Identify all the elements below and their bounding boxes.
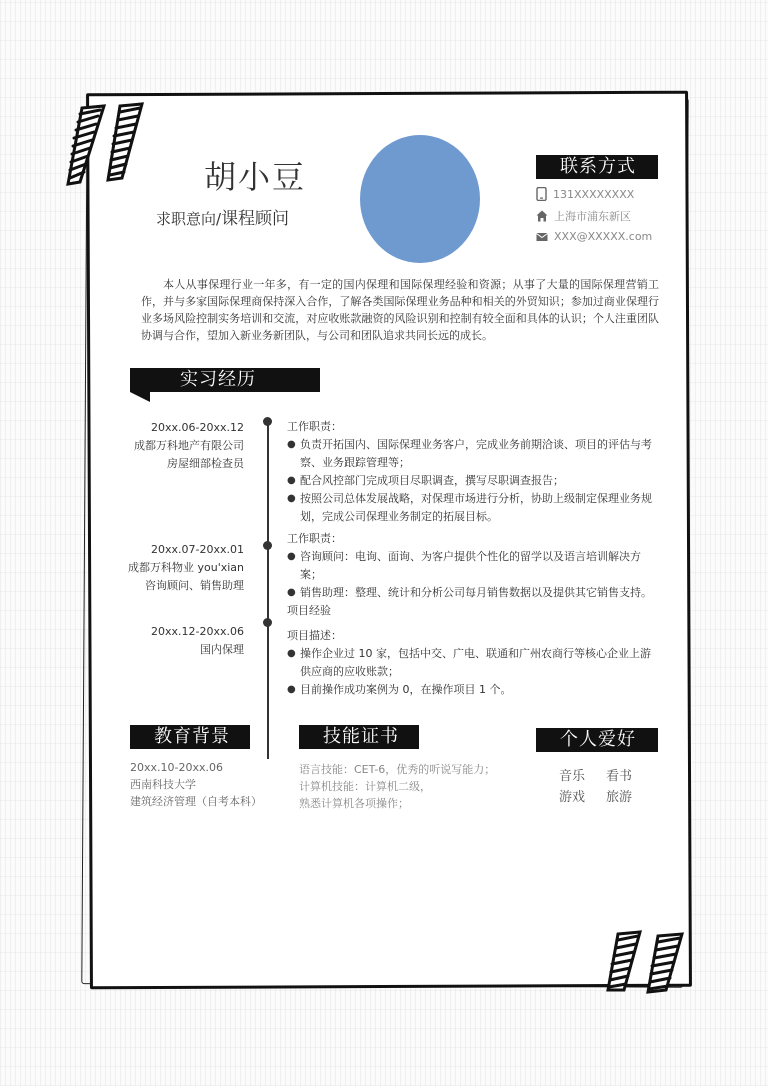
experience-heading: 工作职责： [287, 420, 342, 433]
experience-role: 咨询顾问、销售助理 [145, 579, 244, 592]
education-section-title: 教育背景 [130, 725, 250, 749]
experience-entry-meta [134, 419, 244, 473]
education-date: 20xx.10-20xx.06 [130, 761, 223, 774]
experience-entry-details [287, 627, 659, 699]
hobby-item: 看书 [606, 769, 633, 784]
home-icon [536, 210, 548, 222]
self-summary: 本人从事保理行业一年多，有一定的国内保理和国际保理经验和资源；从事了大量的国际保理营销工作，并与多家国际保理商保持深入合作，了解各类国际保理业务品种和相关的外贸知识；参加过商业保理行业多场风险控制实务培训和交流，对应收账款融资的风险识别和控制有较全面和具体的认识；个人注重团队协调与合作，望加入新业务新团队，与公司和团队追求共同长远的成长。 [141, 278, 659, 342]
timeline-line [267, 421, 269, 759]
experience-tail: 项目经验 [287, 604, 331, 617]
list-item: ● 销售助理：整理、统计和分析公司每月销售数据以及提供其它销售支持。 [287, 584, 659, 602]
contact-email: XXX@XXXXX.com [536, 230, 652, 243]
timeline-dot [263, 618, 272, 627]
experience-company: 成都万科物业 you'xian [127, 561, 244, 574]
skill-line: 语言技能：CET-6，优秀的听说写能力； [299, 763, 496, 776]
list-item: ● 目前操作成功案例为 0，在操作项目 1 个。 [287, 681, 659, 699]
list-item: ● 按照公司总体发展战略，对保理市场进行分析，协助上级制定保理业务规划，完成公司保理业务制定的拓展目标。 [287, 490, 659, 526]
hobby-item: 游戏 [559, 790, 586, 805]
scribble-decoration-bottom-right [600, 930, 690, 994]
experience-section-title: 实习经历 [130, 368, 320, 392]
experience-date: 20xx.06-20xx.12 [151, 421, 244, 434]
contact-section-title: 联系方式 [536, 155, 658, 179]
job-intent-label: 求职意向/ [156, 210, 222, 228]
hobbies-section-title: 个人爱好 [536, 728, 658, 752]
timeline-dot [263, 541, 272, 550]
hobby-item: 音乐 [559, 769, 586, 784]
experience-entry-details [287, 530, 659, 620]
phone-icon [536, 187, 547, 201]
experience-heading: 项目描述： [287, 629, 342, 642]
hobbies-list [559, 766, 653, 808]
candidate-name: 胡小豆 [204, 158, 307, 196]
experience-entry-meta [151, 623, 244, 659]
list-item: ● 配合风控部门完成项目尽职调查，撰写尽职调查报告； [287, 472, 659, 490]
experience-heading: 工作职责： [287, 532, 342, 545]
skill-line: 计算机技能：计算机二级， [299, 780, 431, 793]
list-item: ● 操作企业过 10 家，包括中交、广电、联通和广州农商行等核心企业上游供应商的应收账款； [287, 645, 659, 681]
education-details [130, 759, 262, 810]
contact-phone: 131XXXXXXXX [536, 187, 634, 201]
experience-date: 20xx.12-20xx.06 [151, 625, 244, 638]
experience-entry-meta [128, 541, 244, 595]
job-intent-value: 课程顾问 [221, 209, 290, 229]
job-intent [156, 204, 289, 229]
list-item: ● 负责开拓国内、国际保理业务客户，完成业务前期洽谈、项目的评估与考察、业务跟踪管理等； [287, 436, 659, 472]
timeline-dot [263, 417, 272, 426]
mail-icon [536, 232, 548, 242]
experience-entry-details [287, 418, 659, 526]
experience-company: 国内保理 [200, 643, 244, 656]
list-item: ● 咨询顾问：电询、面询、为客户提供个性化的留学以及语言培训解决方案； [287, 548, 659, 584]
title-ribbon-tail [130, 392, 150, 402]
skills-details [299, 761, 495, 812]
scribble-decoration-top-left [64, 100, 154, 190]
hobby-item: 旅游 [606, 790, 633, 805]
experience-role: 房屋细部检查员 [167, 457, 244, 470]
education-school: 西南科技大学 [130, 778, 196, 791]
profile-photo-placeholder [360, 135, 480, 263]
education-major: 建筑经济管理（自考本科） [130, 795, 262, 808]
contact-address: 上海市浦东新区 [536, 208, 631, 224]
experience-company: 成都万科地产有限公司 [134, 439, 244, 452]
skills-section-title: 技能证书 [299, 725, 419, 749]
skill-line: 熟悉计算机各项操作； [299, 797, 409, 810]
experience-date: 20xx.07-20xx.01 [151, 543, 244, 556]
